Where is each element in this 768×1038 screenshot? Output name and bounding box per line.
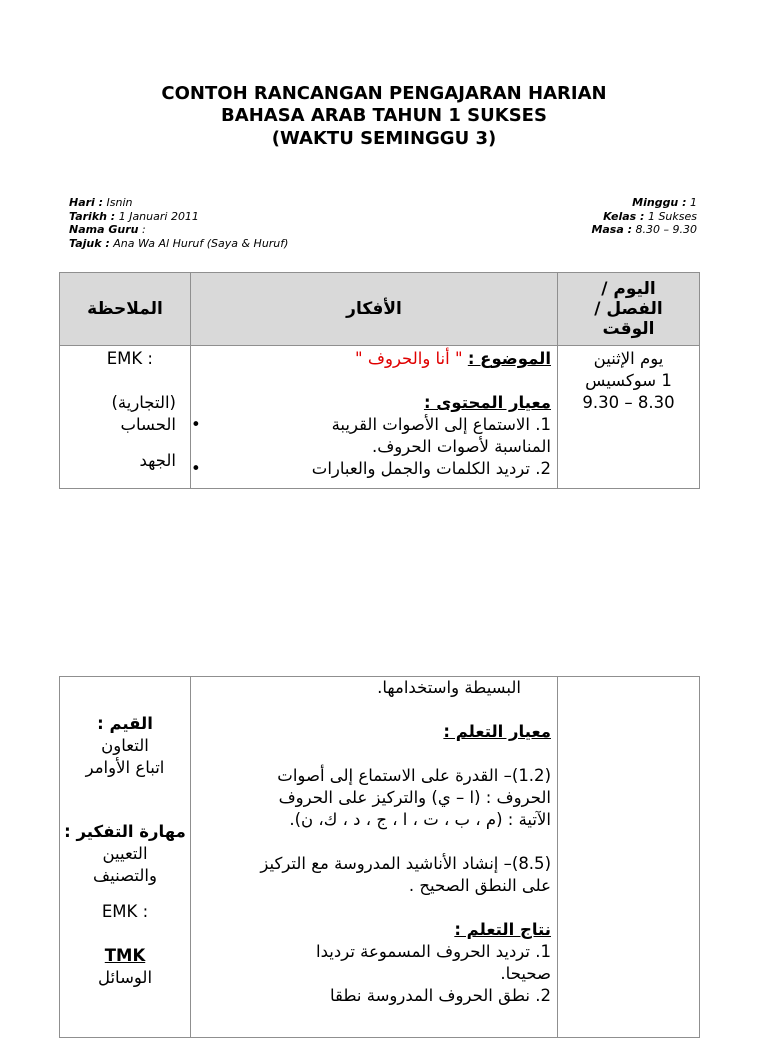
outcome-1-line2: صحيحا. xyxy=(500,964,551,983)
tools-label: الوسائل xyxy=(97,968,153,987)
outcome-2-line1: 2. نطق الحروف المدروسة نطقا xyxy=(330,986,551,1005)
lesson-table-page2 xyxy=(59,676,700,1038)
standard-1-line2: الحروف : (ا – ي) والتركيز على الحروف xyxy=(278,788,551,807)
meta-hari: Hari : Isnin xyxy=(69,196,133,209)
meta-left xyxy=(69,196,449,250)
outcome-1-line1: 1. ترديد الحروف المسموعة ترديدا xyxy=(316,942,551,961)
ideas-cell-2 xyxy=(191,677,558,1038)
content-item-1b: المناسبة لأصوات الحروف. xyxy=(371,437,551,456)
header-ideas: الأفكار xyxy=(191,273,558,346)
values-2: اتباع الأوامر xyxy=(85,758,165,777)
standard-2-line1: (8.5)– إنشاد الأناشيد المدروسة مع التركيز xyxy=(260,854,551,873)
values-1: التعاون xyxy=(101,736,149,755)
meta-guru: Nama Guru : xyxy=(69,223,146,236)
content-item-1: • 1. الاستماع إلى الأصوات القريبة xyxy=(191,415,551,434)
content-continued: البسيطة واستخدامها. xyxy=(377,678,521,697)
document-title-line1: CONTOH RANCANGAN PENGAJARAN HARIAN xyxy=(161,83,607,104)
notes-cell-2 xyxy=(60,677,191,1038)
header-day: اليوم / الفصل / الوقت xyxy=(558,273,700,346)
standard-2-line2: على النطق الصحيح . xyxy=(408,876,551,895)
class-name: 1 سوكسيس xyxy=(585,371,672,390)
notes-cell xyxy=(60,346,191,489)
notes-counting: الحساب xyxy=(120,415,176,434)
document-title-line3: (WAKTU SEMINGGU 3) xyxy=(271,128,497,149)
ideas-cell xyxy=(191,346,558,489)
lesson-table-page1 xyxy=(59,272,700,489)
notes-emk: EMK : xyxy=(106,349,153,368)
meta-masa: Masa : 8.30 – 9.30 xyxy=(591,223,697,236)
meta-tarikh: Tarikh : 1 Januari 2011 xyxy=(69,209,199,223)
content-item-2: • 2. ترديد الكلمات والجمل والعبارات xyxy=(191,459,551,478)
thinking-1: التعيين xyxy=(102,844,148,863)
day-name: يوم الإثنين xyxy=(593,349,664,368)
notes-commercial: (التجارية) xyxy=(111,393,176,412)
emk-label: EMK : xyxy=(101,902,149,921)
thinking-2: والتصنيف xyxy=(93,866,157,885)
values-label: القيم : xyxy=(97,714,153,733)
meta-tajuk: Tajuk : Ana Wa Al Huruf (Saya & Huruf) xyxy=(69,236,289,250)
tmk-label: TMK xyxy=(104,946,146,965)
bullet-icon: • xyxy=(191,415,201,434)
learning-outcome-label: نتاج التعلم : xyxy=(454,920,551,939)
thinking-label: مهارة التفكير : xyxy=(64,822,186,841)
standard-1-line1: (1.2)– القدرة على الاستماع إلى أصوات xyxy=(277,766,551,785)
day-cell-2 xyxy=(558,677,700,1038)
header-notes: الملاحظة xyxy=(60,273,191,346)
bullet-icon: • xyxy=(191,459,201,478)
notes-effort: الجهد xyxy=(139,451,176,470)
learning-standard-label: معيار التعلم : xyxy=(443,722,551,741)
topic-line: الموضوع : " أنا والحروف " xyxy=(355,349,551,368)
meta-minggu: Minggu : 1 xyxy=(632,196,697,209)
content-standard-label: معيار المحتوى : xyxy=(423,393,551,412)
standard-1-line3: الآتية : (م ، ب ، ت ، ا ، ج ، د ، ك، ن). xyxy=(289,810,551,829)
document-title-line2: BAHASA ARAB TAHUN 1 SUKSES xyxy=(221,105,547,126)
day-cell xyxy=(558,346,700,489)
meta-kelas: Kelas : 1 Sukses xyxy=(603,209,697,223)
meta-right xyxy=(420,196,697,237)
time-range: 9.30 – 8.30 xyxy=(582,393,675,412)
